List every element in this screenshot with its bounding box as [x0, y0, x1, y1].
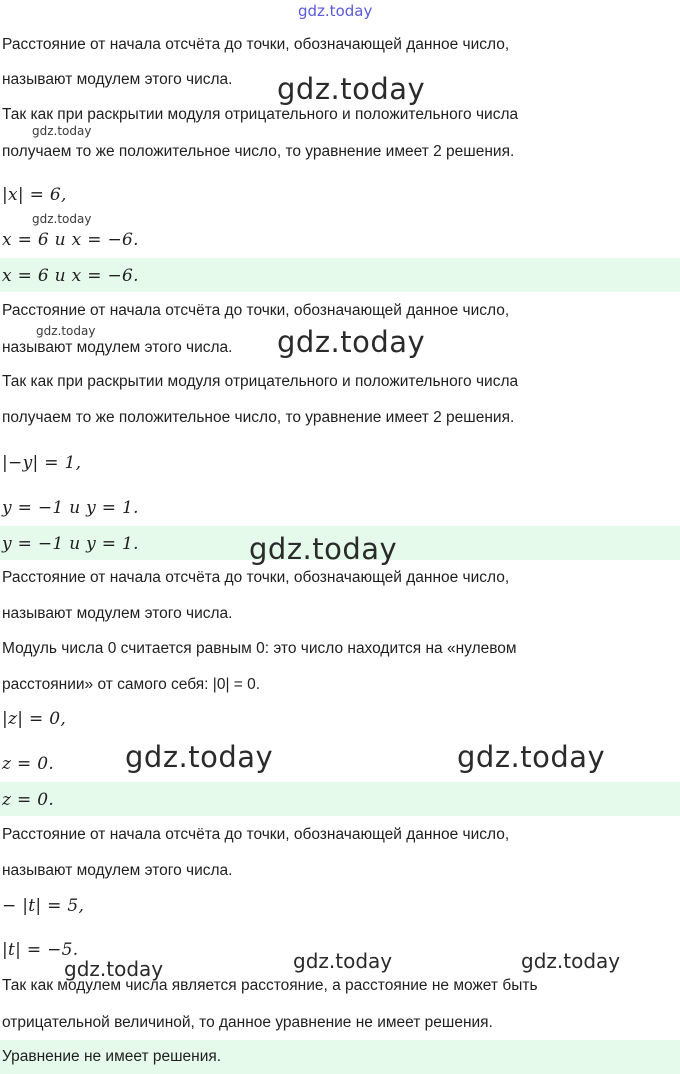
watermark-top: gdz.today — [298, 2, 373, 20]
paragraph-line: Так как при раскрытии модуля отрицательного и положительного числа — [2, 106, 519, 123]
equation: − |t| = 5, — [2, 896, 85, 916]
watermark-medium: gdz.today — [521, 949, 621, 973]
paragraph-line: называют модулем этого числа. — [2, 862, 233, 879]
answer-text: z = 0. — [2, 790, 55, 810]
paragraph-line: Расстояние от начала отсчёта до точки, обозначающей данное число, — [2, 302, 510, 319]
answer-text: Уравнение не имеет решения. — [2, 1048, 222, 1065]
watermark: gdz.today — [457, 740, 606, 774]
paragraph-line: отрицательной величиной, то данное уравнение не имеет решения. — [2, 1014, 493, 1031]
paragraph-line: Расстояние от начала отсчёта до точки, обозначающей данное число, — [2, 569, 510, 586]
answer-text: y = −1 и y = 1. — [2, 534, 139, 554]
equation: |t| = −5. — [2, 940, 79, 960]
answer-text: x = 6 и x = −6. — [2, 266, 139, 286]
paragraph-line: расстоянии» от самого себя: |0| = 0. — [2, 676, 261, 693]
paragraph-line: называют модулем этого числа. — [2, 339, 233, 356]
paragraph-line: называют модулем этого числа. — [2, 605, 233, 622]
paragraph-line: Расстояние от начала отсчёта до точки, обозначающей данное число, — [2, 826, 510, 843]
paragraph-line: Расстояние от начала отсчёта до точки, обозначающей данное число, — [2, 36, 510, 53]
paragraph-line: получаем то же положительное число, то уравнение имеет 2 решения. — [2, 409, 515, 426]
paragraph-line: получаем то же положительное число, то уравнение имеет 2 решения. — [2, 143, 515, 160]
equation: x = 6 и x = −6. — [2, 230, 139, 250]
watermark: gdz.today — [249, 532, 398, 566]
watermark: gdz.today — [125, 740, 274, 774]
equation: |z| = 0, — [2, 709, 67, 729]
paragraph-line: Так как при раскрытии модуля отрицательного и положительного числа — [2, 373, 519, 390]
equation: z = 0. — [2, 754, 55, 774]
watermark-small: gdz.today — [32, 212, 92, 226]
equation: |−y| = 1, — [2, 453, 82, 473]
watermark-small: gdz.today — [36, 324, 96, 338]
watermark-medium: gdz.today — [293, 949, 393, 973]
equation: y = −1 и y = 1. — [2, 498, 139, 518]
equation: |x| = 6, — [2, 185, 67, 205]
watermark: gdz.today — [277, 72, 426, 106]
watermark: gdz.today — [277, 325, 426, 359]
paragraph-line: называют модулем этого числа. — [2, 71, 233, 88]
watermark-medium: gdz.today — [64, 957, 164, 981]
watermark-small: gdz.today — [32, 124, 92, 138]
paragraph-line: Так как модулем числа является расстояние, а расстояние не может быть — [2, 977, 538, 994]
paragraph-line: Модуль числа 0 считается равным 0: это число находится на «нулевом — [2, 640, 517, 657]
